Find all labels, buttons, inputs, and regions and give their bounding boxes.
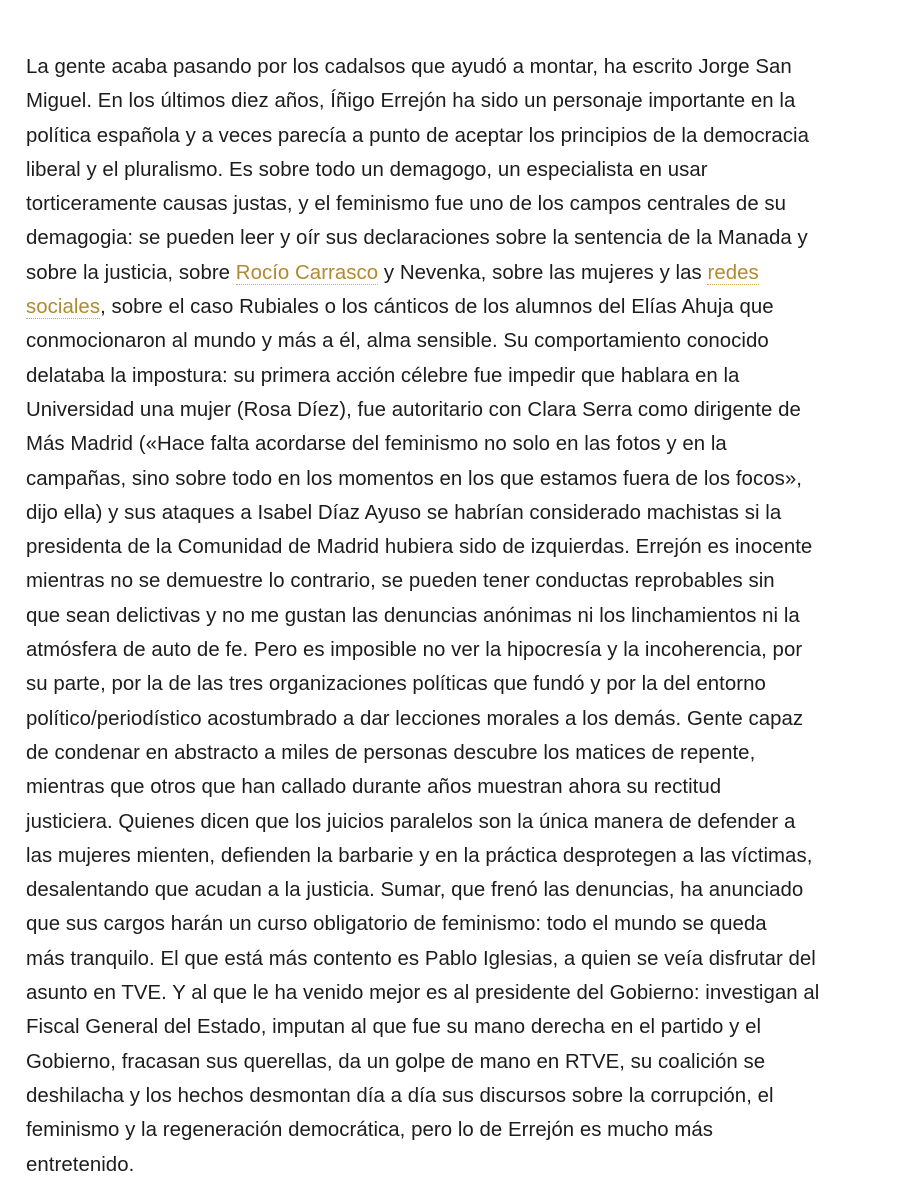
link-rocio-carrasco[interactable]: Rocío Carrasco <box>235 261 379 284</box>
text-line: conmocionaron al mundo y más a él, alma sensible. Su comportamiento conocido <box>26 330 769 353</box>
text-line: Universidad una mujer (Rosa Díez), fue autoritario con Clara Serra como dirigente de <box>26 398 801 421</box>
text-line: más tranquilo. El que está más contento es Pablo Iglesias, a quien se veía disfrutar del <box>26 947 816 970</box>
text-line: atmósfera de auto de fe. Pero es imposible no ver la hipocresía y la incoherencia, por <box>26 639 803 662</box>
text-segment: , sobre el caso Rubiales o los cánticos de los alumnos del Elías Ahuja que <box>100 296 774 319</box>
text-line: mientras que otros que han callado durante años muestran ahora su rectitud <box>26 776 722 799</box>
text-line: liberal y el pluralismo. Es sobre todo un demagogo, un especialista en usar <box>26 158 708 181</box>
text-line: dijo ella) y sus ataques a Isabel Díaz Ayuso se habrían considerado machistas si la <box>26 501 782 524</box>
text-line: delataba la impostura: su primera acción célebre fue impedir que hablara en la <box>26 364 740 387</box>
text-line: mientras no se demuestre lo contrario, se pueden tener conductas reprobables sin <box>26 570 775 593</box>
text-line: demagogia: se pueden leer y oír sus declaraciones sobre la sentencia de la Manada y <box>26 227 808 250</box>
link-redes-sociales[interactable]: redes <box>707 261 759 284</box>
article-paragraph <box>26 50 906 1182</box>
link-redes-sociales-continued[interactable]: sociales <box>26 296 101 319</box>
text-line: Fiscal General del Estado, imputan al que fue su mano derecha en el partido y el <box>26 1016 762 1039</box>
text-line: desalentando que acudan a la justicia. Sumar, que frenó las denuncias, ha anunciado <box>26 879 804 902</box>
text-line: justiciera. Quienes dicen que los juicios paralelos son la única manera de defender a <box>26 810 796 833</box>
text-line: de condenar en abstracto a miles de personas descubre los matices de repente, <box>26 741 756 764</box>
text-line: que sean delictivas y no me gustan las denuncias anónimas ni los linchamientos ni la <box>26 604 800 627</box>
text-line: Miguel. En los últimos diez años, Íñigo Errejón ha sido un personaje importante en la <box>26 90 796 113</box>
text-line: Más Madrid («Hace falta acordarse del feminismo no solo en las fotos y en la <box>26 433 727 456</box>
text-line <box>26 290 906 324</box>
text-line: torticeramente causas justas, y el feminismo fue uno de los campos centrales de su <box>26 193 787 216</box>
text-line <box>26 256 906 290</box>
article-body <box>26 50 906 1182</box>
text-line: su parte, por la de las tres organizaciones políticas que fundó y por la del entorno <box>26 673 766 696</box>
text-line: político/periodístico acostumbrado a dar lecciones morales a los demás. Gente capaz <box>26 707 804 730</box>
text-line: que sus cargos harán un curso obligatorio de feminismo: todo el mundo se queda <box>26 913 767 936</box>
text-line: campañas, sino sobre todo en los momentos en los que estamos fuera de los focos», <box>26 467 802 490</box>
text-segment: y Nevenka, sobre las mujeres y las <box>378 261 708 284</box>
text-line: asunto en TVE. Y al que le ha venido mejor es al presidente del Gobierno: investigan al <box>26 982 820 1005</box>
text-line: feminismo y la regeneración democrática, pero lo de Errejón es mucho más <box>26 1119 714 1142</box>
text-line: deshilacha y los hechos desmontan día a día sus discursos sobre la corrupción, el <box>26 1084 774 1107</box>
text-line: entretenido. <box>26 1153 135 1176</box>
text-line: Gobierno, fracasan sus querellas, da un golpe de mano en RTVE, su coalición se <box>26 1050 766 1073</box>
text-line: presidenta de la Comunidad de Madrid hubiera sido de izquierdas. Errejón es inocente <box>26 536 813 559</box>
text-line: las mujeres mienten, defienden la barbarie y en la práctica desprotegen a las víctimas, <box>26 844 813 867</box>
text-segment: sobre la justicia, sobre <box>26 261 236 284</box>
text-line: La gente acaba pasando por los cadalsos que ayudó a montar, ha escrito Jorge San <box>26 56 792 78</box>
text-line: política española y a veces parecía a punto de aceptar los principios de la democracia <box>26 124 810 147</box>
